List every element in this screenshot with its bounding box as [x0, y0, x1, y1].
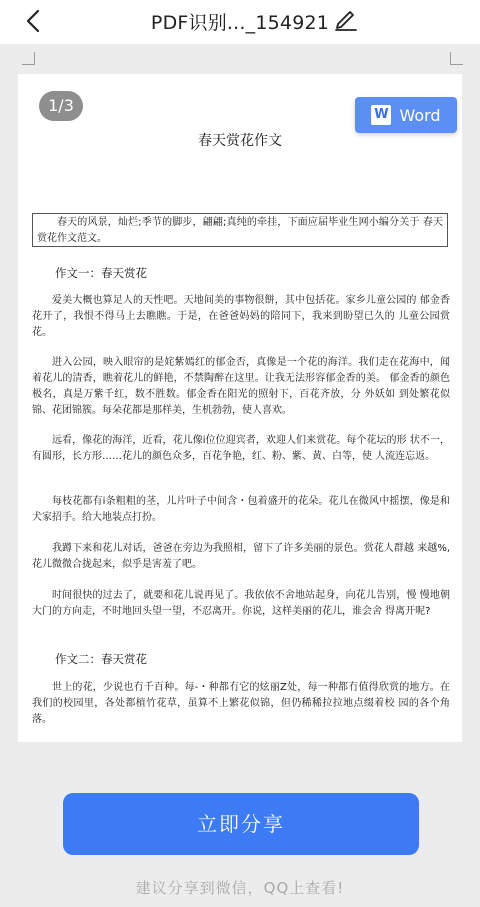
convert-to-word-button[interactable]	[355, 97, 457, 133]
rename-button[interactable]	[333, 6, 359, 32]
share-button[interactable]: 立即分享	[63, 793, 419, 855]
document-title: 春天赏花作文	[198, 133, 282, 149]
intro-box	[32, 213, 448, 247]
page-indicator: 1/3	[39, 91, 83, 121]
page-title: PDF识别..._154921	[150, 12, 330, 34]
paragraph: 远看，像花的海洋，近看，花儿像i位位迎宾者，欢迎人们来赏花。每个花坛的形 状不一，有圆形，长方形……花儿的颜色众多，百花争艳，红、粉、紫、黄、白等，使 人流连忘返。	[32, 435, 450, 462]
page-corner-mark	[22, 52, 35, 65]
essay-heading: 作文一：春天赏花	[55, 266, 147, 280]
top-bar	[0, 0, 480, 44]
page-corner-mark	[450, 52, 463, 65]
paragraph: 时间很快的过去了，就要和花儿说再见了。我依依不舍地站起身，向花儿告别，慢 慢地朝大门的方向走，不时地回头望一望，不忍离开。你说，这样美丽的花儿，谁会舍 得离开呢?	[32, 590, 450, 617]
paragraph: 世上的花，少说也冇千百种。每-・种都冇它的炫丽Z处，每一种都冇值得欣赏的地方。在我们的校园里，各处都植竹花草，虽算不上繁花似锦，但仍稀稀拉拉地点缀着校 园的各个角落。	[32, 682, 450, 725]
paragraph: 我蹲下来和花儿对话，爸爸在旁边为我照相，留下了许多美丽的景色。赏花人群越 来越%,花儿微微合拢起来，似乎是害羞了吧。	[32, 543, 450, 570]
paragraph: 爱美大概也算足人的天性吧。天地间美的事物很餅，其中包括花。家乡儿童公园的 郁金香花开了，我恨不得马上去瞧瞧。于是，在爸爸妈妈的陪同下，我来到盼望已久的 儿童公园赏花。	[32, 295, 450, 338]
pencil-icon	[333, 6, 359, 32]
paragraph: 每枝花都有i条粗粗的茎，儿片叶子中间含・包着盛开的花朵。花儿在微风中摇摆，像是和犬家招手。给大地装点打扮。	[32, 496, 450, 523]
share-hint: 建议分享到微信，QQ上查看!	[135, 879, 345, 897]
essay-heading: 作文二：春天赏花	[55, 652, 147, 666]
intro-paragraph: 春天的风景，灿烂;季节的脚步，翩翩;真纯的牵挂，下面应届毕业生网小编分关于 春天赏花作文范文。	[37, 217, 443, 244]
word-icon: W	[371, 105, 391, 125]
paragraph: 进入公园，映入眼帘的是姹紫嫣红的郁金否，真像是一个花的海洋。我们走在花海中，闻着花儿的清香，瞧着花儿的鲜艳，不禁陶醉在这里。让我无法形容郁金香的美。 郁金香的颜色极名，真是万紫千红，数不胜数。郁金香在阳光的照射下，百花齐放，分 外妖如 到处繁花似锦、花团锦簇。每朵花都是那样美，生机勃勃，使人喜欢。	[32, 357, 450, 416]
word-button-label: Word	[399, 105, 441, 125]
